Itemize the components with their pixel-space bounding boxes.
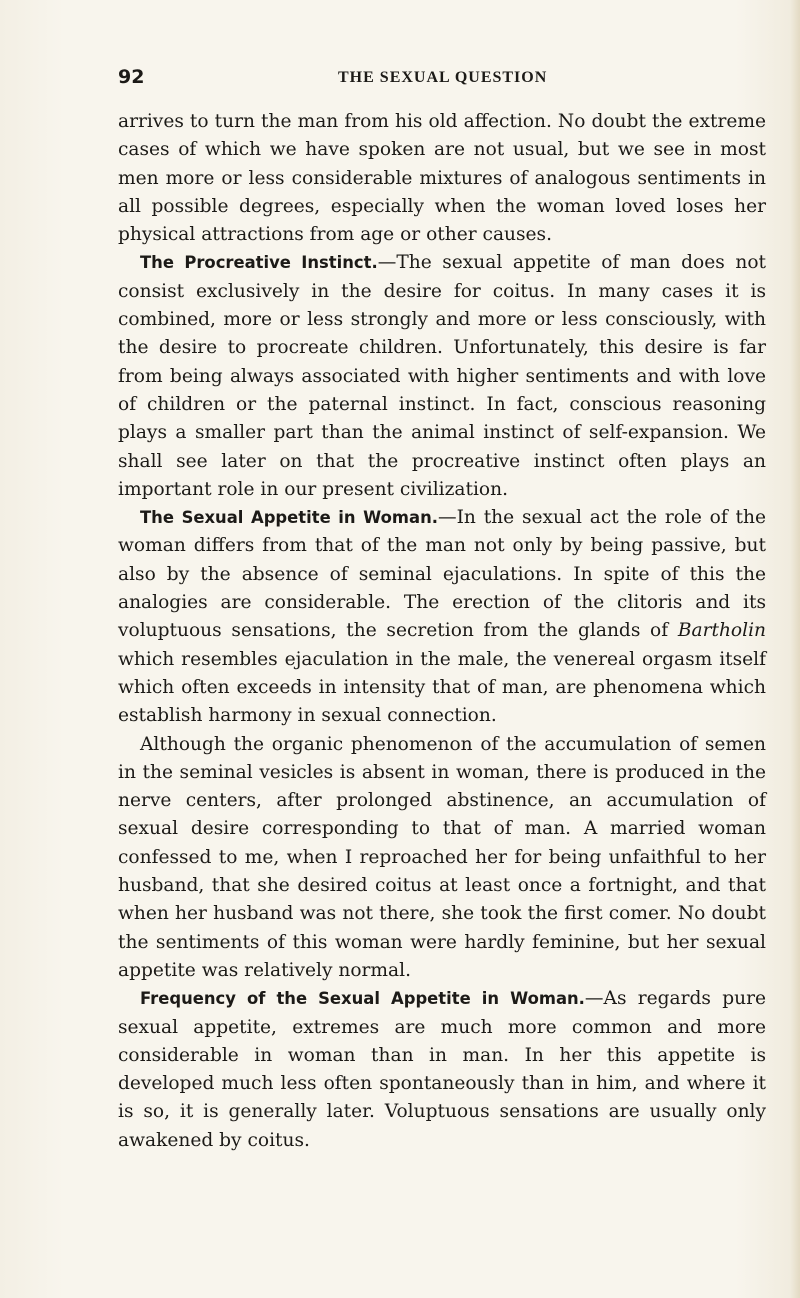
paragraph-text: —In the sexual act the role of the woman differs from that of the man not only by being passive, but also by the absence of seminal ejaculations. In spite of this the analogies are considerable. The erection of the clitoris and its voluptuous sensations, the secretion from the glands of <box>118 507 766 642</box>
section-heading-sexual-appetite-woman: The Sexual Appetite in Woman. <box>140 508 438 528</box>
paragraph-text: —As regards pure sexual appetite, extremes are much more common and more considerable in woman than in man. In her this appetite is developed much less often spontaneously than in him, and where it is so, it is generally later. Voluptuous sensations are usually only awakened by coitus. <box>118 988 766 1151</box>
paragraph-text: Although the organic phenomenon of the accumulation of semen in the seminal vesicles is absent in woman, there is produced in the nerve centers, after prolonged abstinence, an accumulation of sexual desire corresponding to that of man. A married woman confessed to me, when I reproached her for being unfaithful to her husband, that she desired coitus at least once a fortnight, and that when her husband was not there, she took the first comer. No doubt the sentiments of this woman were hardly feminine, but her sexual appetite was relatively normal. <box>118 733 766 981</box>
paragraph-text: —The sexual appetite of man does not consist exclusively in the desire for coitus. In many cases it is combined, more or less strongly and more or less consciously, with the desire to procreate children. Unfortunately, this desire is far from being always associated with higher sentiments and with love of children or the paternal instinct. In fact, conscious reasoning plays a smaller part than the animal instinct of self-expansion. We shall see later on that the procreative instinct often plays an important role in our present civilization. <box>118 252 766 500</box>
section-heading-frequency: Frequency of the Sexual Appetite in Woman. <box>140 989 585 1009</box>
paragraph-frequency <box>118 985 766 1155</box>
page-header <box>118 66 766 94</box>
paragraph-text: arrives to turn the man from his old affection. No doubt the extreme cases of which we have spoken are not usual, but we see in most men more or less considerable mixtures of analogous sentiments in all possible degrees, especially when the woman loved loses her physical attractions from age or other causes. <box>118 111 766 246</box>
paragraph-procreative-instinct <box>118 249 766 504</box>
italic-term-bartholin: Bartholin <box>677 620 766 642</box>
page-number: 92 <box>118 66 145 88</box>
body-text <box>118 108 766 1155</box>
paragraph-sexual-appetite-woman <box>118 504 766 730</box>
paragraph-1 <box>118 108 766 249</box>
section-heading-procreative-instinct: The Procreative Instinct. <box>140 253 378 273</box>
paragraph-text: which resembles ejaculation in the male, the venereal orgasm itself which often exceeds in intensity that of man, are phenomena which establish harmony in sexual connection. <box>118 648 766 727</box>
paragraph-accumulation <box>118 731 766 986</box>
page-edge-shadow <box>790 0 800 1298</box>
running-head: THE SEXUAL QUESTION <box>338 69 548 86</box>
